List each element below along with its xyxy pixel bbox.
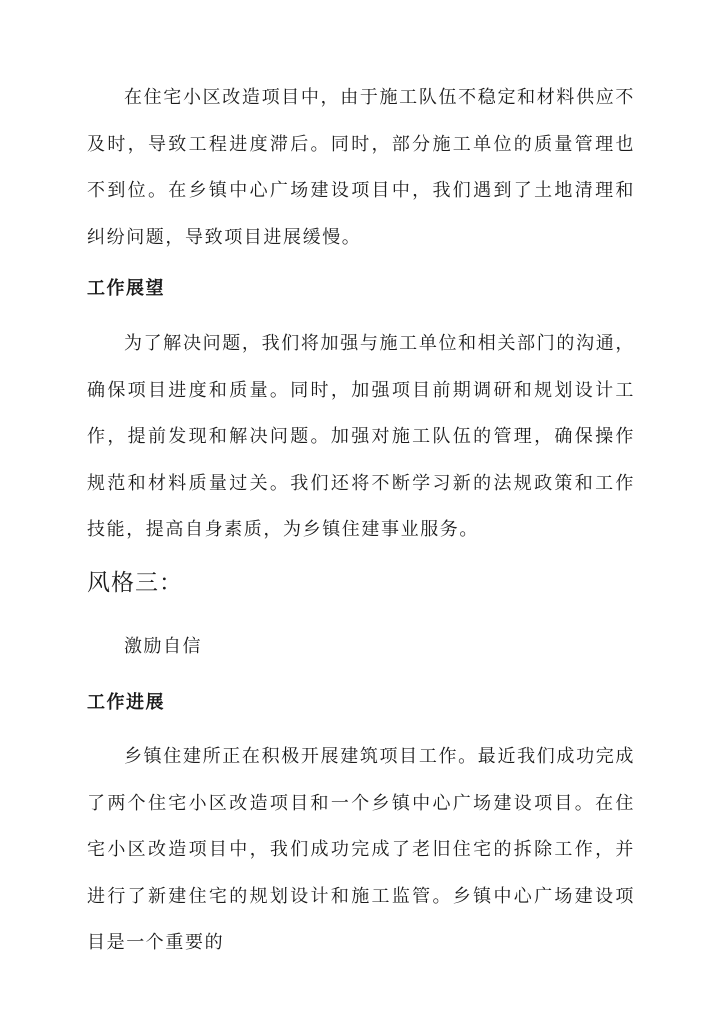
heading-work-outlook: 工作展望 <box>87 278 165 299</box>
paragraph-outlook: 为了解决问题，我们将加强与施工单位和相关部门的沟通，确保项目进度和质量。同时，加强项目前期调研和规划设计工作，提前发现和解决问题。加强对施工队伍的管理，确保操作规范和材料质量过关。我们还将不断学习新的法规政策和工作技能，提高自身素质，为乡镇住建事业服务。 <box>87 333 635 540</box>
section-title-style-three: 风格三： <box>87 570 183 596</box>
paragraph-progress: 乡镇住建所正在积极开展建筑项目工作。最近我们成功完成了两个住宅小区改造项目和一个乡镇中心广场建设项目。在住宅小区改造项目中，我们成功完成了老旧住宅的拆除工作，并进行了新建住宅的规划设计和施工监管。乡镇中心广场建设项目是一个重要的 <box>87 746 635 953</box>
subtitle-motivation: 激励自信 <box>124 636 202 657</box>
heading-work-progress: 工作进展 <box>87 692 165 713</box>
paragraph-problems: 在住宅小区改造项目中，由于施工队伍不稳定和材料供应不及时，导致工程进度滞后。同时，部分施工单位的质量管理也不到位。在乡镇中心广场建设项目中，我们遇到了土地清理和纠纷问题，导致项目进展缓慢。 <box>87 87 635 248</box>
